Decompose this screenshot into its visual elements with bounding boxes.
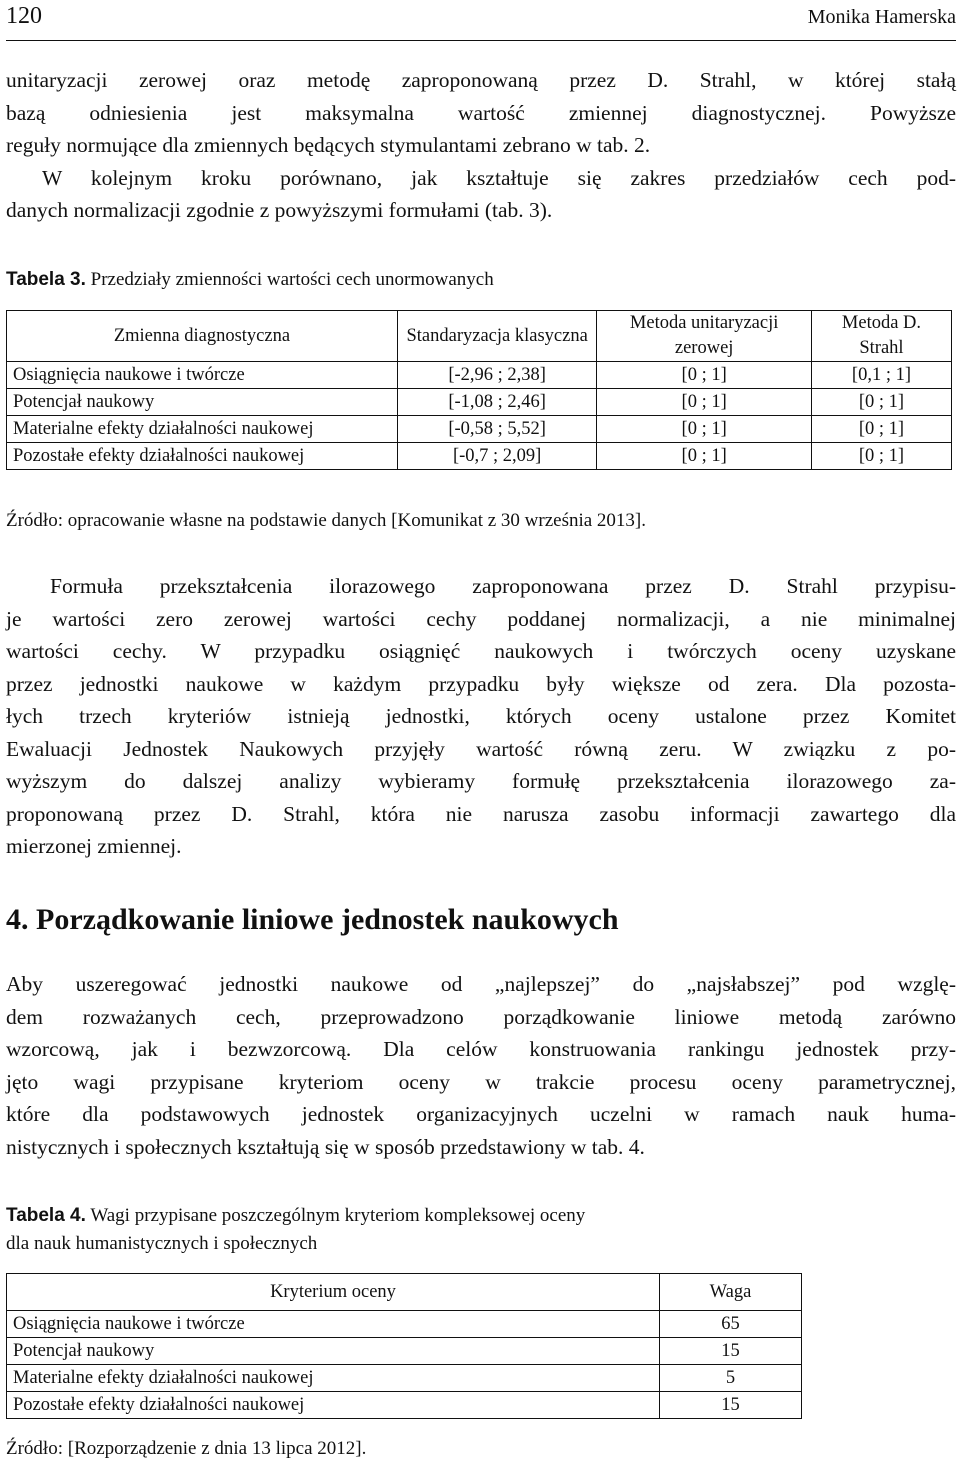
table3 <box>6 310 952 470</box>
table4-caption <box>6 1202 585 1258</box>
table-row <box>7 443 952 470</box>
table4 <box>6 1273 802 1419</box>
text-line: nistycznych i społecznych kształtują się w sposób przedstawiony w tab. 4. <box>6 1134 645 1159</box>
table-cell: 15 <box>660 1338 802 1365</box>
table4-caption-text: Wagi przypisane poszczególnym kryteriom kompleksowej oceny <box>90 1205 586 1226</box>
table3-caption-text: Przedziały zmienności wartości cech unormowanych <box>90 269 494 290</box>
table-row <box>7 389 952 416</box>
table-cell: [-0,58 ; 5,52] <box>397 416 596 443</box>
text-line: wartości cechy. W przypadku osiągnięć naukowych i twórczych oceny uzyskane <box>6 639 956 663</box>
text-line: proponowaną przez D. Strahl, która nie narusza zasobu informacji zawartego dla <box>6 801 956 826</box>
column-header: Waga <box>660 1274 802 1311</box>
paragraph-ordering <box>6 968 956 1163</box>
text-line: danych normalizacji zgodnie z powyższymi formułami (tab. 3). <box>6 198 553 222</box>
table-row <box>7 1392 802 1419</box>
column-header: Kryterium oceny <box>7 1274 660 1311</box>
table-cell: [0 ; 1] <box>597 443 812 470</box>
text-line: wzorcową, jak i bezwzorcową. Dla celów konstruowania rankingu jednostek przy- <box>6 1037 956 1061</box>
table-cell: [0 ; 1] <box>597 362 812 389</box>
text-line: łych trzech kryteriów istnieją jednostki, których oceny ustalone przez Komitet <box>6 704 956 728</box>
table-header-row <box>7 1274 802 1311</box>
text-line: Formuła przekształcenia ilorazowego zaproponowana przez D. Strahl przypisu- <box>50 574 956 598</box>
text-line: dem rozważanych cech, przeprowadzono porządkowanie liniowe metodą zarówno <box>6 1004 956 1029</box>
table-cell: [0 ; 1] <box>597 389 812 416</box>
table-cell: [-1,08 ; 2,46] <box>397 389 596 416</box>
table-cell: Materialne efekty działalności naukowej <box>7 1365 660 1392</box>
table4-caption-text-line2: dla nauk humanistycznych i społecznych <box>6 1233 318 1254</box>
table-cell: 15 <box>660 1392 802 1419</box>
table4-caption-label: Tabela 4. <box>6 1205 86 1226</box>
table-cell: Pozostałe efekty działalności naukowej <box>7 443 398 470</box>
text-line: je wartości zero zerowej wartości cechy poddanej normalizacji, a nie minimalnej <box>6 606 956 631</box>
table-cell: 5 <box>660 1365 802 1392</box>
table3-caption <box>6 266 494 294</box>
paragraph-formula <box>6 570 956 863</box>
table-cell: [0,1 ; 1] <box>811 362 951 389</box>
table-header-row <box>7 311 952 362</box>
column-header: Metoda unitaryzacji zerowej <box>597 311 812 362</box>
text-line: przez jednostki naukowe w każdym przypadku były większe od zera. Dla pozosta- <box>6 671 956 696</box>
text-line: bazą odniesienia jest maksymalna wartość zmiennej diagnostycznej. Powyższe <box>6 100 956 125</box>
text-line: mierzonej zmiennej. <box>6 834 182 858</box>
table-row <box>7 1365 802 1392</box>
column-header: Zmienna diagnostyczna <box>7 311 398 362</box>
column-header: Standaryzacja klasyczna <box>397 311 596 362</box>
text-line: W kolejnym kroku porównano, jak kształtuje się zakres przedziałów cech pod- <box>42 165 956 190</box>
text-line: jęto wagi przypisane kryteriom oceny w trakcie procesu oceny parametrycznej, <box>6 1069 956 1094</box>
table-row <box>7 362 952 389</box>
table-cell: Pozostałe efekty działalności naukowej <box>7 1392 660 1419</box>
page-number: 120 <box>6 3 42 29</box>
table-cell: 65 <box>660 1311 802 1338</box>
table-cell: Osiągnięcia naukowe i twórcze <box>7 362 398 389</box>
table-row <box>7 1338 802 1365</box>
table-cell: [-0,7 ; 2,09] <box>397 443 596 470</box>
table-row <box>7 1311 802 1338</box>
running-head-author: Monika Hamerska <box>807 6 956 28</box>
text-line: reguły normujące dla zmiennych będących stymulantami zebrano w tab. 2. <box>6 133 651 157</box>
text-line: unitaryzacji zerowej oraz metodę zaproponowaną przez D. Strahl, w której stałą <box>6 68 956 92</box>
table-cell: [0 ; 1] <box>811 389 951 416</box>
table3-caption-label: Tabela 3. <box>6 269 86 290</box>
page-header <box>6 0 956 41</box>
table-cell: [-2,96 ; 2,38] <box>397 362 596 389</box>
section-heading: 4. Porządkowanie liniowe jednostek naukowych <box>6 903 619 936</box>
table-cell: Osiągnięcia naukowe i twórcze <box>7 1311 660 1338</box>
table-cell: [0 ; 1] <box>811 416 951 443</box>
table-cell: [0 ; 1] <box>597 416 812 443</box>
table-cell: Materialne efekty działalności naukowej <box>7 416 398 443</box>
table-row <box>7 416 952 443</box>
column-header: Metoda D. Strahl <box>811 311 951 362</box>
text-line: wyższym do dalszej analizy wybieramy formułę przekształcenia ilorazowego za- <box>6 769 956 793</box>
text-line: Ewaluacji Jednostek Naukowych przyjęły wartość równą zeru. W związku z po- <box>6 736 956 761</box>
paragraph-intro <box>6 64 956 227</box>
table4-source: Źródło: [Rozporządzenie z dnia 13 lipca 2012]. <box>6 1438 367 1459</box>
text-line: Aby uszeregować jednostki naukowe od „najlepszej” do „najsłabszej” pod wzglę- <box>6 972 956 996</box>
table3-source: Źródło: opracowanie własne na podstawie danych [Komunikat z 30 września 2013]. <box>6 510 646 531</box>
text-line: które dla podstawowych jednostek organizacyjnych uczelni w ramach nauk huma- <box>6 1102 956 1126</box>
table-cell: Potencjał naukowy <box>7 1338 660 1365</box>
table-cell: [0 ; 1] <box>811 443 951 470</box>
table-cell: Potencjał naukowy <box>7 389 398 416</box>
